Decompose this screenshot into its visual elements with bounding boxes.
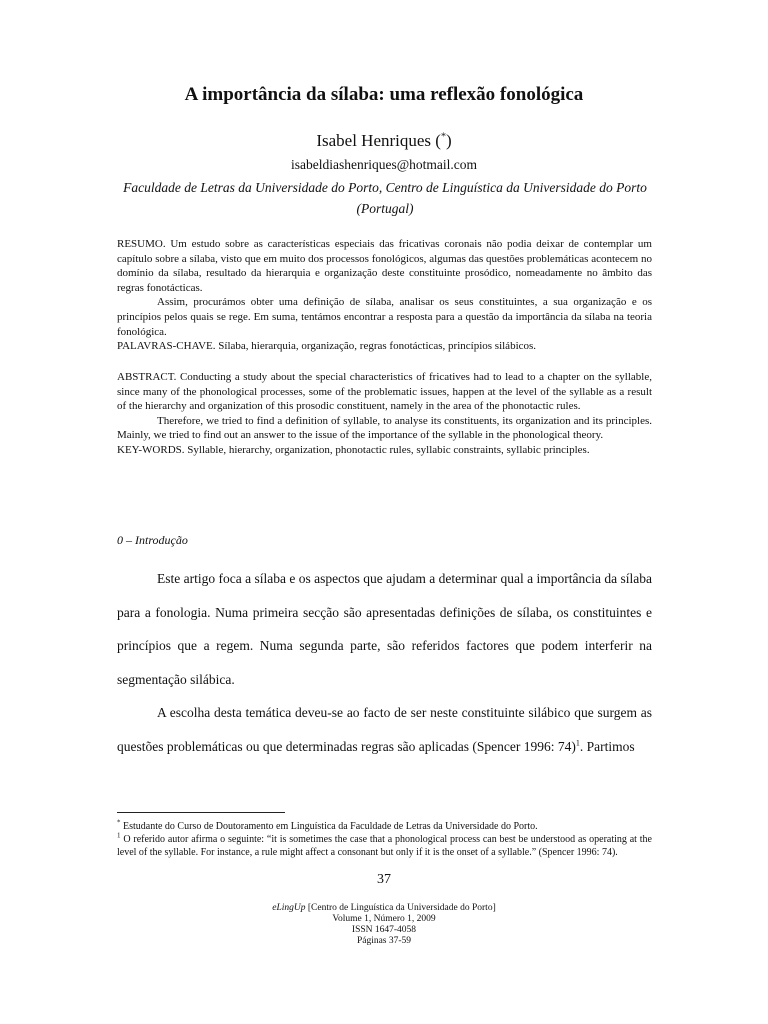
footnote-ref-1[interactable]: 1 [575,738,580,748]
footnote-2-mark: 1 [117,831,121,840]
resumo-paragraph-1: RESUMO. Um estudo sobre as características especiais das fricativas coronais não podia deixar de contemplar um capítulo sobre a sílaba, visto que em muito dos processos fonológicos, algumas das questões problemáticas acontecem no domínio da sílaba, resultado da hierarquia e organização deste constituinte prosódico, nomeadamente no âmbito das regras fonotácticas. [117,238,652,294]
body-text [117,562,652,764]
footer-issn: ISSN 1647-4058 [351,925,417,935]
author-email[interactable]: isabeldiashenriques@hotmail.com [290,157,477,172]
footnotes [117,820,652,860]
footnote-1-text: Estudante do Curso de Doutoramento em Linguística da Faculdade de Letras da Universidade do Porto. [120,821,538,832]
resumo-paragraph-2: Assim, procurámos obter uma definição de sílaba, analisar os seus constituintes, a sua organização e os princípios pelos quais se rege. Em suma, tentámos encontrar a resposta para a questão da importância da sílaba na teoria fonológica. [117,296,652,338]
resumo-block [117,237,652,354]
footnote-1 [117,820,652,833]
author-footnote-mark[interactable]: * [440,131,446,143]
footnote-2-text: O referido autor afirma o seguinte: “it is sometimes the case that a phonological process can best be understood as operating at the level of the syllable. For instance, a rule might affect a consonant but only if it is the onset of a syllable.” (Spencer 1996: 74). [117,834,652,859]
author-affiliation: Faculdade de Letras da Universidade do Porto, Centro de Linguística da Universidade do Porto (Portugal) [123,180,647,216]
footnote-divider [117,812,285,813]
paper-title: A importância da sílaba: uma reflexão fonológica [184,84,584,105]
abstract-keywords: KEY-WORDS. Syllable, hierarchy, organization, phonotactic rules, syllabic constraints, syllabic principles. [117,443,590,456]
author-name [0,131,768,151]
author-name-close: ) [445,131,452,150]
author-name-text: Isabel Henriques ( [316,131,441,150]
abstract-paragraph-2: Therefore, we tried to find a definition of syllable, to analyse its constituents, its organization and its principles. Mainly, we tried to find out an answer to the issue of the importance of the syllable in the phonological theory. [117,414,652,442]
page-number: 37 [377,872,391,887]
body-paragraph-2 [117,696,652,763]
footer-line-1 [0,903,768,914]
footer-pages: Páginas 37-59 [356,936,412,946]
footnote-2 [117,833,652,859]
body-paragraph-2-end: . Partimos [579,738,635,754]
body-paragraph-2-text: A escolha desta temática deveu-se ao facto de ser neste constituinte silábico que surgem as questões problemáticas ou que determinadas regras são aplicadas (Spencer 1996: 74) [117,705,652,754]
journal-publisher: [Centro de Linguística da Universidade do Porto] [305,903,496,913]
journal-name: eLingUp [272,903,306,913]
footer-volume: Volume 1, Número 1, 2009 [332,914,436,924]
abstract-paragraph-1: ABSTRACT. Conducting a study about the special characteristics of fricatives had to lead to a chapter on the syllable, since many of the phonological processes, some of the problematic issues, happen at the level of the syllable as a result of the hierarchy and organization of this prosodic constituent, namely in the area of the phonotactic rules. [117,371,652,413]
body-paragraph-1: Este artigo foca a sílaba e os aspectos que ajudam a determinar qual a importância da sílaba para a fonologia. Numa primeira secção são apresentadas definições de sílaba, os constituintes e princípios que a regem. Numa segunda parte, são referidos factores que podem interferir na segmentação silábica. [117,571,652,687]
abstract-block [117,370,652,458]
resumo-keywords: PALAVRAS-CHAVE. Sílaba, hierarquia, organização, regras fonotácticas, princípios silábicos. [117,340,537,353]
footnote-1-mark: * [117,818,121,827]
section-heading: 0 – Introdução [117,533,188,547]
journal-footer [0,903,768,947]
